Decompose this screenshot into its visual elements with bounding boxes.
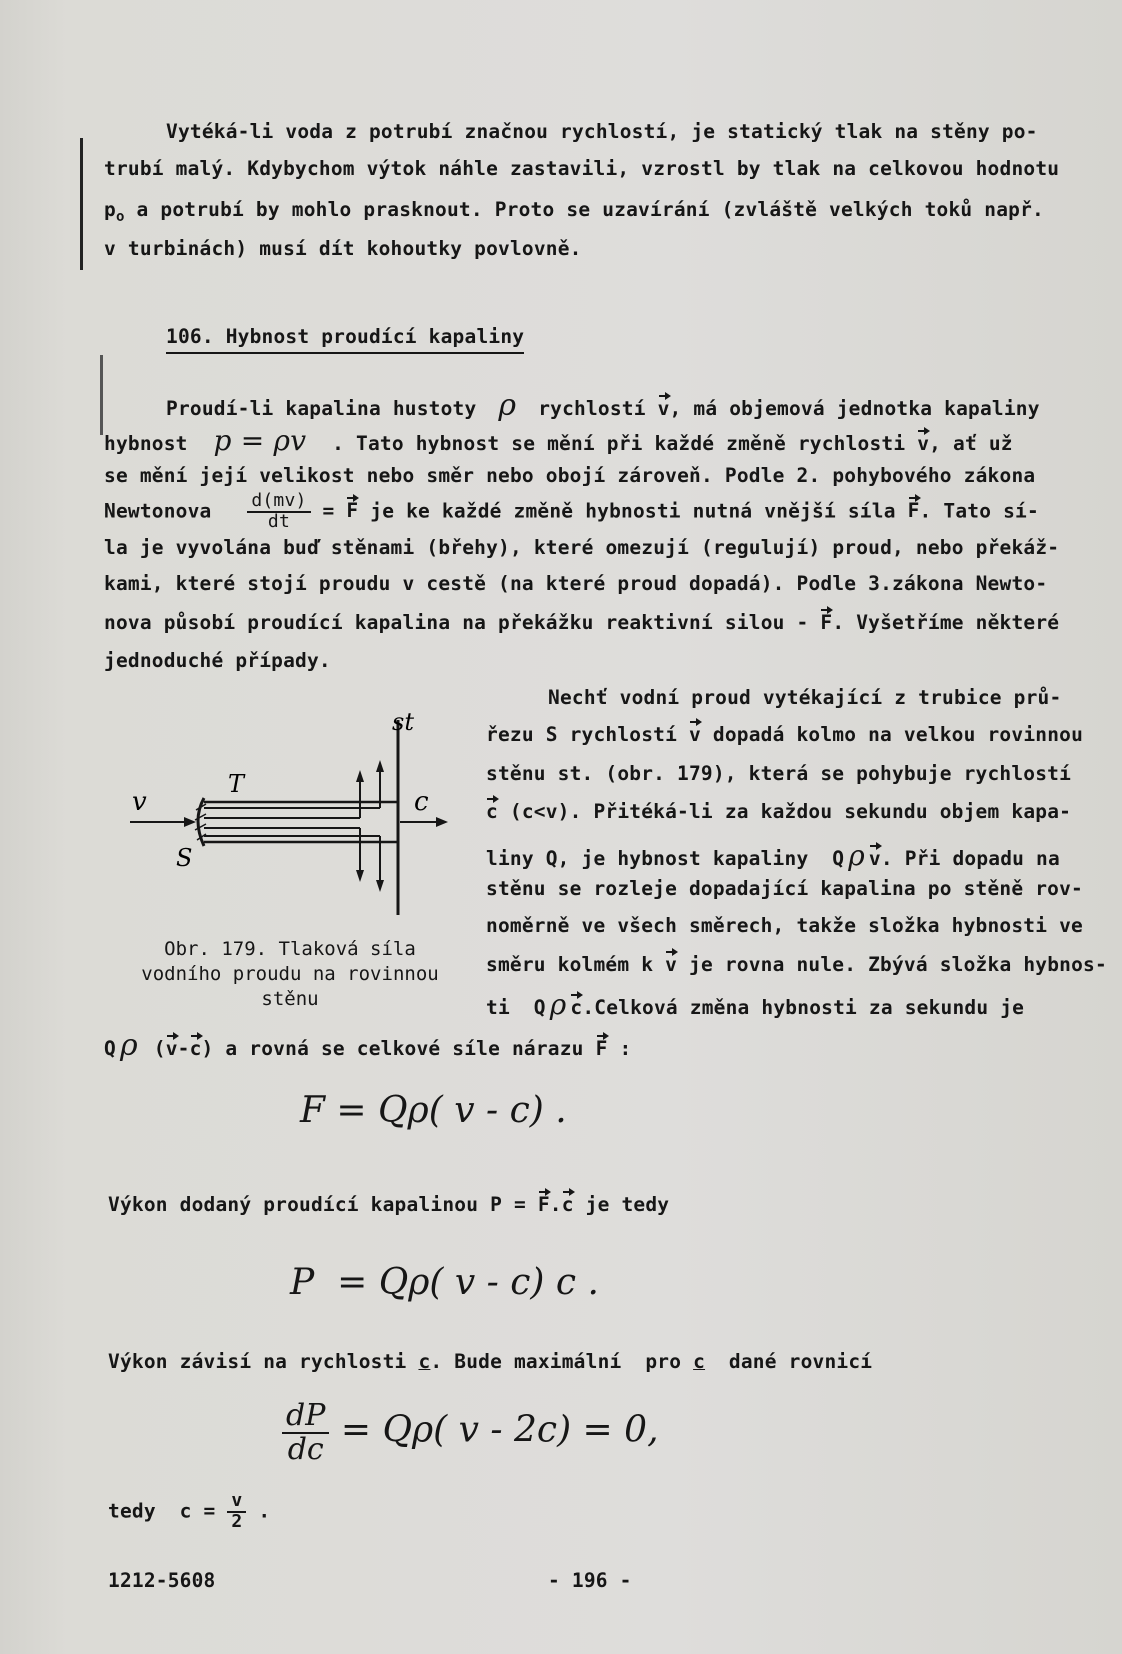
equation-derivative: $\frac{dP}{dc}$ = Qρ( v - 2c) = 0, (282, 1400, 659, 1465)
para3-line8: směru kolmém k v je rovna nule. Zbývá složka hybnos- (486, 953, 1107, 976)
arrow-down (356, 870, 364, 882)
figure-label-S: S (176, 844, 193, 872)
para2-line2: hybnost p = ρv . Tato hybnost se mění při každé změně rychlosti v, ať už (104, 424, 1013, 457)
section-title: 106. Hybnost proudící kapaliny (166, 325, 524, 354)
figure-caption: Obr. 179. Tlaková síla vodního proudu na rovinnou stěnu (141, 938, 439, 1010)
page-number: - 196 - (548, 1569, 632, 1592)
v-arrowhead (184, 817, 196, 827)
para3-line7: noměrně ve všech směrech, takže složka hybnosti ve (486, 914, 1083, 937)
para3-line6: stěnu se rozleje dopadající kapalina po stěně rov- (486, 877, 1083, 900)
para1-line4: v turbinách) musí dít kohoutky povlovně. (104, 237, 582, 260)
margin-mark (100, 355, 103, 435)
figure-label-st: st (392, 710, 414, 736)
para1-line2: trubí malý. Kdybychom výtok náhle zastavili, vzrostl by tlak na celkovou hodnotu (104, 157, 1060, 180)
para2-line4: Newtonova $\frac{d(mv)}{dt}$ = F je ke každé změně hybnosti nutná vnější síla F. Tato sí- (104, 490, 1039, 532)
figure-label-c: c (414, 787, 429, 817)
para6-line1: tedy c = $\frac{v}{2}$ . (108, 1490, 271, 1532)
para3-line10: Q ρ (v-c) a rovná se celkové síle nárazu F : (104, 1028, 632, 1063)
para3-line5: liny Q, je hybnost kapaliny Q ρ v. Při dopadu na (486, 839, 1060, 872)
c-arrowhead (436, 817, 448, 827)
arrow-up (376, 760, 384, 772)
para2-line3: se mění její velikost nebo směr nebo obojí zároveň. Podle 2. pohybového zákona (104, 464, 1036, 487)
equation-power: P = Qρ( v - c) c . (290, 1262, 599, 1303)
para3-line9: ti Q ρ c.Celková změna hybnosti za sekundu je (486, 988, 1025, 1021)
para1-line1: Vytéká-li voda z potrubí značnou rychlostí, je statický tlak na stěny po- (166, 120, 1038, 143)
para3-line1: Nechť vodní proud vytékající z trubice prů- (548, 686, 1062, 709)
margin-mark (80, 138, 83, 270)
figure-label-v: v (132, 787, 147, 817)
para2-line5: la je vyvolána buď stěnami (břehy), které omezují (regulují) proud, nebo překáž- (104, 536, 1060, 559)
figure-179 (120, 710, 450, 940)
arrow-down (376, 880, 384, 892)
para2-line6: kami, které stojí proudu v cestě (na které proud dopadá). Podle 3.zákona Newto- (104, 572, 1048, 595)
para3-line3: stěnu st. (obr. 179), která se pohybuje rychlostí (486, 762, 1072, 785)
footer-code: 1212-5608 (108, 1569, 216, 1592)
para4-line1: Výkon dodaný proudící kapalinou P = F.c je tedy (108, 1193, 670, 1216)
para1-line3: $p_o$ a potrubí by mohlo prasknout. Proto se uzavírání (zvláště velkých toků např. (104, 198, 1044, 225)
para2-line7: nova působí proudící kapalina na překážku reaktivní silou - F. Vyšetříme některé (104, 611, 1060, 634)
para3-line4: c (c<v). Přitéká-li za každou sekundu objem kapa- (486, 800, 1072, 823)
para2-line1: Proudí-li kapalina hustoty ρ rychlostí v, má objemová jednotka kapaliny (166, 388, 1040, 423)
para5-line1: Výkon závisí na rychlosti c. Bude maximální pro c dané rovnicí (108, 1350, 873, 1373)
figure-label-T: T (228, 770, 245, 798)
arrow-up (356, 770, 364, 782)
equation-force: F = Qρ( v - c) . (300, 1090, 567, 1131)
para2-line8: jednoduché případy. (104, 649, 331, 672)
para3-line2: řezu S rychlostí v dopadá kolmo na velkou rovinnou (486, 723, 1084, 746)
